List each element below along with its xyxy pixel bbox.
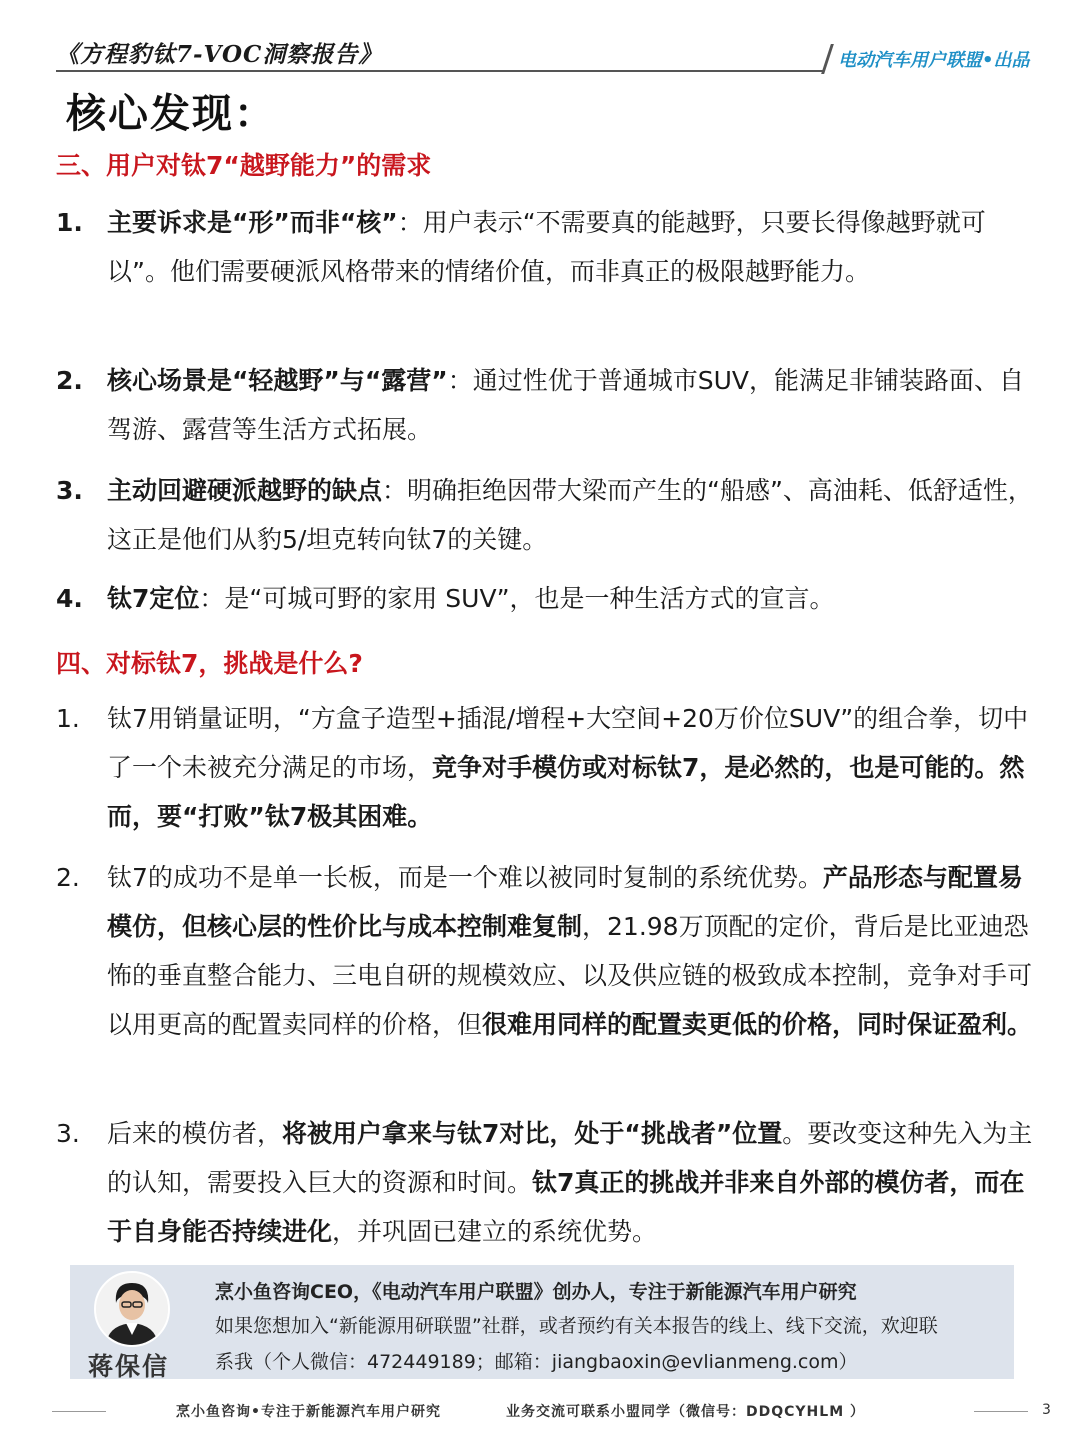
section-3-item-2 — [56, 356, 1036, 454]
item-lead: 钛7定位 — [107, 584, 200, 613]
page-header — [0, 0, 1080, 78]
section-3-title: 三、用户对钛7“越野能力”的需求 — [56, 151, 432, 180]
item-text: 钛7用销量证明，“方盒子造型+插混/增程+大空间+20万价位SUV”的组合拳，切中了一个未被充分满足的市场， — [107, 704, 1029, 782]
author-name: 蒋保信 — [88, 1352, 170, 1381]
item-emphasis: 将被用户拿来与钛7对比，处于“挑战者”位置 — [282, 1119, 783, 1148]
item-number: 2. — [56, 863, 80, 892]
item-number: 1. — [56, 208, 83, 237]
item-text: ，并巩固已建立的系统优势。 — [332, 1217, 658, 1246]
author-contact-details: 系我（个人微信：472449189；邮箱：jiangbaoxin@evlianmeng.com） — [215, 1351, 858, 1373]
document-title: 《方程豹钛7-VOC洞察报告》 — [56, 41, 383, 68]
section-4-item-1 — [56, 694, 1036, 841]
item-lead: 主要诉求是“形”而非“核” — [107, 208, 398, 237]
page-number: 3 — [1042, 1402, 1051, 1418]
item-emphasis: 钛7真正的挑战并非来自外部的模仿者，而在于自身能否持续进化 — [107, 1168, 1025, 1246]
item-lead: 主动回避硬派越野的缺点 — [107, 476, 383, 505]
author-card — [70, 1265, 1014, 1379]
section-4-item-2 — [56, 853, 1036, 1049]
header-slash — [821, 44, 834, 74]
author-photo — [94, 1271, 170, 1347]
author-title: 烹小鱼咨询CEO，《电动汽车用户联盟》创办人，专注于新能源汽车用户研究 — [215, 1281, 857, 1303]
section-3-item-4 — [56, 574, 1036, 623]
item-number: 4. — [56, 584, 83, 613]
item-text: ：是“可城可野的家用 SUV”，也是一种生活方式的宣言。 — [199, 584, 835, 613]
footer-left-text: 烹小鱼咨询•专注于新能源汽车用户研究 — [176, 1404, 441, 1420]
footer-divider-right — [974, 1411, 1028, 1412]
item-emphasis: 产品形态与配置易模仿，但核心层的性价比与成本控制难复制 — [107, 863, 1023, 941]
item-text: ：通过性优于普通城市SUV，能满足非铺装路面、自驾游、露营等生活方式拓展。 — [107, 366, 1025, 444]
item-text: ：明确拒绝因带大梁而产生的“船感”、高油耗、低舒适性，这正是他们从豹5/坦克转向钛7的关键。 — [107, 476, 1033, 554]
brand-label: 电动汽车用户联盟•出品 — [838, 50, 1030, 71]
person-icon — [96, 1273, 168, 1345]
section-3-item-3 — [56, 466, 1036, 564]
item-number: 3. — [56, 1119, 80, 1148]
item-number: 1. — [56, 704, 80, 733]
section-4-title: 四、对标钛7，挑战是什么? — [56, 649, 363, 678]
item-emphasis: 很难用同样的配置卖更低的价格，同时保证盈利。 — [482, 1010, 1033, 1039]
footer-right-text: 业务交流可联系小盟同学（微信号：DDQCYHLM ） — [506, 1404, 865, 1420]
footer-divider-left — [52, 1411, 106, 1412]
item-text: ，21.98万顶配的定价，背后是比亚迪恐怖的垂直整合能力、三电自研的规模效应、以及供应链的极致成本控制，竞争对手可以用更高的配置卖同样的价格，但 — [107, 912, 1033, 1039]
item-text: ：用户表示“不需要真的能越野，只要长得像越野就可以”。他们需要硬派风格带来的情绪价值，而非真正的极限越野能力。 — [107, 208, 986, 286]
author-contact-text: 如果您想加入“新能源用研联盟”社群，或者预约有关本报告的线上、线下交流，欢迎联 — [215, 1315, 938, 1337]
item-text: 后来的模仿者， — [107, 1119, 283, 1148]
section-4-item-3 — [56, 1109, 1036, 1256]
item-text: 。要改变这种先入为主的认知，需要投入巨大的资源和时间。 — [107, 1119, 1033, 1197]
item-lead: 核心场景是“轻越野”与“露营” — [107, 366, 448, 395]
item-number: 2. — [56, 366, 83, 395]
item-emphasis: 竞争对手模仿或对标钛7，是必然的，也是可能的。然而，要“打败”钛7极其困难。 — [107, 753, 1025, 831]
item-number: 3. — [56, 476, 83, 505]
header-divider — [56, 70, 824, 72]
section-3-item-1 — [56, 198, 1036, 296]
page-heading: 核心发现： — [66, 91, 276, 137]
item-text: 钛7的成功不是单一长板，而是一个难以被同时复制的系统优势。 — [107, 863, 823, 892]
